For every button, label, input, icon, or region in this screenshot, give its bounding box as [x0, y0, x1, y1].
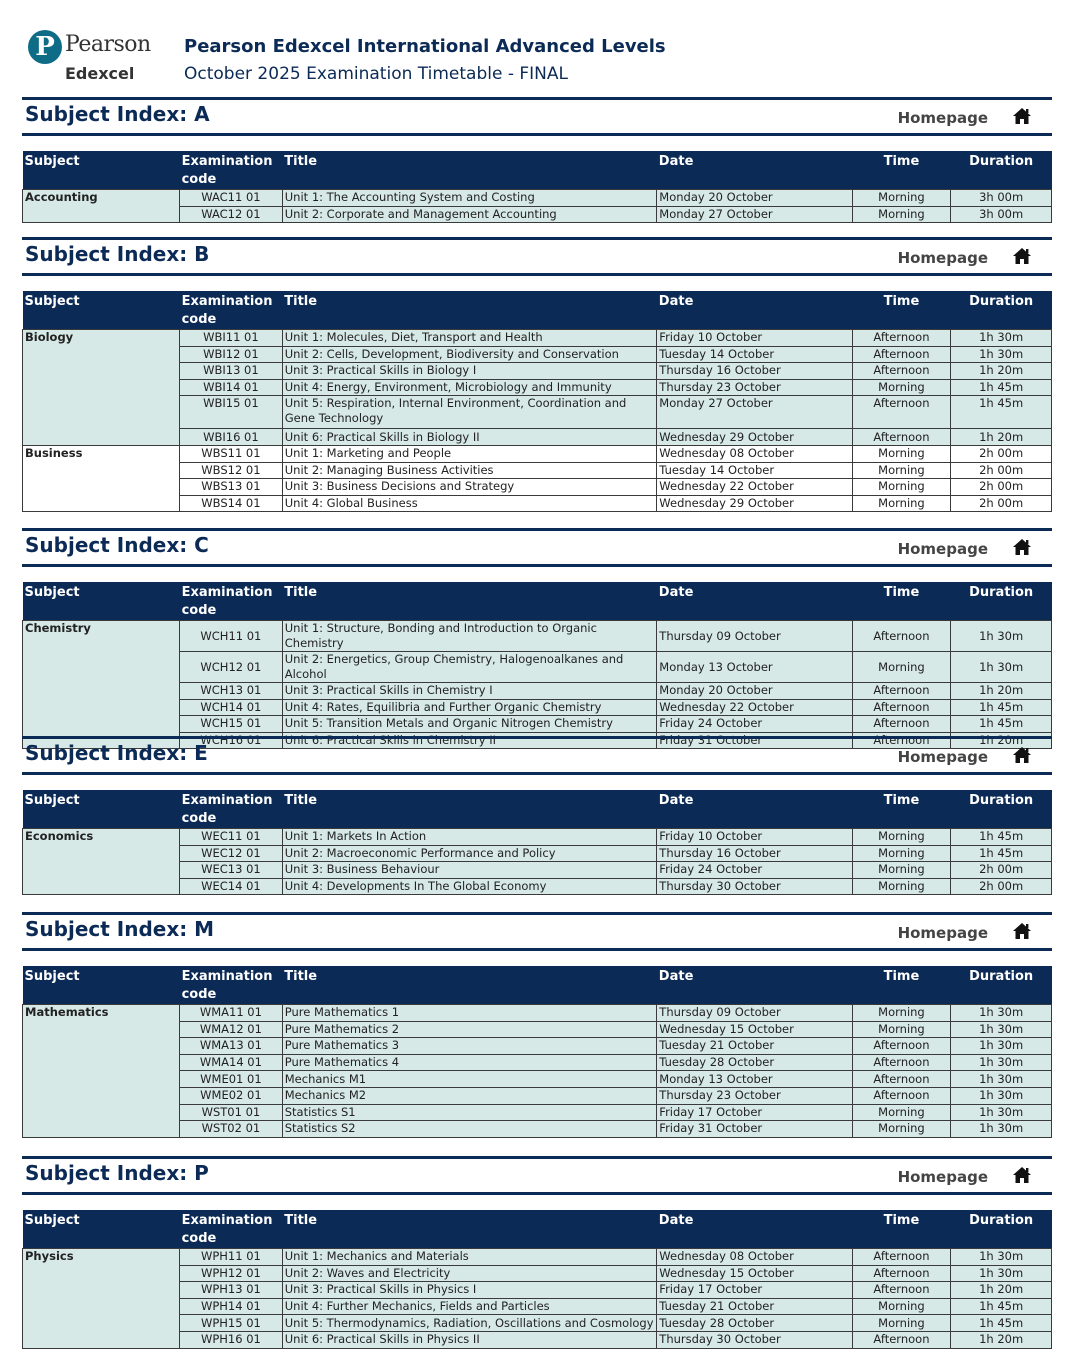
- section-heading-bar: [22, 237, 1052, 276]
- exam-time-cell: Morning: [852, 1298, 951, 1315]
- table-row: [23, 621, 1052, 652]
- exam-time-cell: Afternoon: [852, 429, 951, 446]
- table-header-row: [23, 1210, 1052, 1249]
- exam-duration-cell: 2h 00m: [951, 462, 1052, 479]
- column-header-date: Date: [657, 966, 852, 1005]
- exam-date-cell: Tuesday 21 October: [657, 1298, 852, 1315]
- exam-date-cell: Tuesday 14 October: [657, 462, 852, 479]
- column-header-date: Date: [657, 582, 852, 621]
- subject-index-section: [22, 97, 1052, 221]
- exam-time-cell: Morning: [852, 1021, 951, 1038]
- exam-duration-cell: 1h 30m: [951, 1021, 1052, 1038]
- exam-date-cell: Friday 31 October: [657, 1121, 852, 1138]
- exam-time-cell: Afternoon: [852, 396, 951, 429]
- homepage-link[interactable]: Homepage: [897, 748, 988, 766]
- exam-title-cell: Unit 4: Rates, Equilibria and Further Organic Chemistry: [282, 699, 657, 716]
- timetable-table: [22, 790, 1052, 895]
- exam-date-cell: Monday 13 October: [657, 1071, 852, 1088]
- exam-title-cell: Unit 2: Macroeconomic Performance and Policy: [282, 845, 657, 862]
- exam-title-cell: Unit 6: Practical Skills in Chemistry II: [282, 732, 657, 749]
- column-header-code: Examination code: [180, 291, 283, 330]
- subject-index-section: [22, 1156, 1052, 1347]
- exam-title-cell: Unit 4: Further Mechanics, Fields and Particles: [282, 1298, 657, 1315]
- column-header-duration: Duration: [951, 582, 1052, 621]
- exam-code-cell: WBI12 01: [180, 346, 283, 363]
- home-icon[interactable]: [1012, 746, 1032, 764]
- exam-time-cell: Morning: [852, 379, 951, 396]
- table-header-row: [23, 582, 1052, 621]
- subject-name-cell: Business: [23, 445, 180, 511]
- exam-time-cell: Morning: [852, 462, 951, 479]
- home-icon[interactable]: [1012, 538, 1032, 556]
- exam-date-cell: Friday 17 October: [657, 1104, 852, 1121]
- column-header-duration: Duration: [951, 1210, 1052, 1249]
- table-header-row: [23, 291, 1052, 330]
- section-heading: Subject Index: M: [25, 917, 215, 941]
- subject-name-cell: Accounting: [23, 190, 180, 223]
- section-heading: Subject Index: B: [25, 242, 210, 266]
- column-header-code: Examination code: [180, 1210, 283, 1249]
- column-header-title: Title: [282, 291, 657, 330]
- section-heading: Subject Index: A: [25, 102, 210, 126]
- exam-time-cell: Morning: [852, 862, 951, 879]
- table-row: [23, 1249, 1052, 1266]
- exam-time-cell: Morning: [852, 1121, 951, 1138]
- exam-time-cell: Afternoon: [852, 346, 951, 363]
- exam-code-cell: WBS13 01: [180, 479, 283, 496]
- exam-time-cell: Afternoon: [852, 1054, 951, 1071]
- exam-date-cell: Monday 20 October: [657, 683, 852, 700]
- exam-duration-cell: 2h 00m: [951, 445, 1052, 462]
- exam-duration-cell: 1h 30m: [951, 1104, 1052, 1121]
- column-header-date: Date: [657, 1210, 852, 1249]
- exam-code-cell: WPH15 01: [180, 1315, 283, 1332]
- exam-title-cell: Unit 4: Developments In The Global Economy: [282, 878, 657, 895]
- exam-title-cell: Unit 2: Energetics, Group Chemistry, Halogenoalkanes and Alcohol: [282, 652, 657, 683]
- exam-code-cell: WBS11 01: [180, 445, 283, 462]
- exam-date-cell: Wednesday 29 October: [657, 495, 852, 512]
- column-header-code: Examination code: [180, 582, 283, 621]
- column-header-subject: Subject: [23, 291, 180, 330]
- document-subtitle: October 2025 Examination Timetable - FINAL: [184, 64, 568, 84]
- column-header-subject: Subject: [23, 582, 180, 621]
- homepage-link[interactable]: Homepage: [897, 924, 988, 942]
- exam-date-cell: Tuesday 14 October: [657, 346, 852, 363]
- exam-duration-cell: 2h 00m: [951, 495, 1052, 512]
- exam-title-cell: Statistics S1: [282, 1104, 657, 1121]
- column-header-date: Date: [657, 151, 852, 190]
- column-header-duration: Duration: [951, 291, 1052, 330]
- column-header-subject: Subject: [23, 1210, 180, 1249]
- exam-time-cell: Afternoon: [852, 1331, 951, 1348]
- exam-time-cell: Afternoon: [852, 1265, 951, 1282]
- exam-code-cell: WCH16 01: [180, 732, 283, 749]
- column-header-title: Title: [282, 966, 657, 1005]
- exam-title-cell: Unit 2: Managing Business Activities: [282, 462, 657, 479]
- exam-time-cell: Morning: [852, 206, 951, 223]
- home-icon[interactable]: [1012, 107, 1032, 125]
- column-header-date: Date: [657, 790, 852, 829]
- exam-date-cell: Wednesday 15 October: [657, 1021, 852, 1038]
- section-heading: Subject Index: E: [25, 741, 208, 765]
- exam-title-cell: Unit 2: Waves and Electricity: [282, 1265, 657, 1282]
- exam-code-cell: WMA14 01: [180, 1054, 283, 1071]
- exam-code-cell: WBI16 01: [180, 429, 283, 446]
- exam-title-cell: Unit 3: Business Decisions and Strategy: [282, 479, 657, 496]
- exam-time-cell: Morning: [852, 1315, 951, 1332]
- exam-duration-cell: 1h 20m: [951, 1282, 1052, 1299]
- exam-code-cell: WCH14 01: [180, 699, 283, 716]
- exam-duration-cell: 3h 00m: [951, 190, 1052, 207]
- document-title: Pearson Edexcel International Advanced Levels: [184, 36, 666, 57]
- exam-code-cell: WST01 01: [180, 1104, 283, 1121]
- exam-duration-cell: 1h 20m: [951, 363, 1052, 380]
- exam-duration-cell: 1h 30m: [951, 1087, 1052, 1104]
- timetable-table: [22, 966, 1052, 1138]
- column-header-title: Title: [282, 582, 657, 621]
- exam-title-cell: Unit 5: Thermodynamics, Radiation, Oscillations and Cosmology: [282, 1315, 657, 1332]
- column-header-time: Time: [852, 151, 951, 190]
- column-header-code: Examination code: [180, 966, 283, 1005]
- logo-subtext: Edexcel: [65, 64, 135, 83]
- exam-title-cell: Unit 3: Practical Skills in Biology I: [282, 363, 657, 380]
- exam-code-cell: WAC12 01: [180, 206, 283, 223]
- subject-index-section: [22, 528, 1052, 748]
- exam-code-cell: WEC14 01: [180, 878, 283, 895]
- timetable-table: [22, 151, 1052, 223]
- home-icon[interactable]: [1012, 1166, 1032, 1184]
- exam-date-cell: Thursday 09 October: [657, 621, 852, 652]
- exam-time-cell: Afternoon: [852, 363, 951, 380]
- section-heading-bar: [22, 912, 1052, 951]
- exam-title-cell: Pure Mathematics 3: [282, 1038, 657, 1055]
- home-icon[interactable]: [1012, 247, 1032, 265]
- exam-title-cell: Unit 6: Practical Skills in Physics II: [282, 1331, 657, 1348]
- subject-name-cell: Mathematics: [23, 1005, 180, 1138]
- exam-date-cell: Wednesday 08 October: [657, 445, 852, 462]
- homepage-link[interactable]: Homepage: [897, 540, 988, 558]
- exam-title-cell: Unit 1: Structure, Bonding and Introduction to Organic Chemistry: [282, 621, 657, 652]
- subject-index-section: [22, 237, 1052, 511]
- exam-code-cell: WMA13 01: [180, 1038, 283, 1055]
- exam-duration-cell: 2h 00m: [951, 479, 1052, 496]
- exam-code-cell: WEC11 01: [180, 829, 283, 846]
- exam-time-cell: Morning: [852, 190, 951, 207]
- exam-code-cell: WPH14 01: [180, 1298, 283, 1315]
- section-heading-bar: [22, 97, 1052, 136]
- section-heading: Subject Index: C: [25, 533, 209, 557]
- table-row: [23, 829, 1052, 846]
- exam-title-cell: Pure Mathematics 4: [282, 1054, 657, 1071]
- column-header-title: Title: [282, 1210, 657, 1249]
- exam-title-cell: Unit 1: The Accounting System and Costing: [282, 190, 657, 207]
- table-row: [23, 330, 1052, 347]
- exam-date-cell: Thursday 30 October: [657, 1331, 852, 1348]
- exam-duration-cell: 1h 30m: [951, 1054, 1052, 1071]
- exam-code-cell: WMA11 01: [180, 1005, 283, 1022]
- section-heading-bar: [22, 1156, 1052, 1195]
- exam-time-cell: Afternoon: [852, 699, 951, 716]
- table-header-row: [23, 966, 1052, 1005]
- exam-time-cell: Afternoon: [852, 1282, 951, 1299]
- table-header-row: [23, 151, 1052, 190]
- exam-duration-cell: 3h 00m: [951, 206, 1052, 223]
- column-header-code: Examination code: [180, 790, 283, 829]
- exam-time-cell: Morning: [852, 1104, 951, 1121]
- exam-date-cell: Friday 31 October: [657, 732, 852, 749]
- exam-title-cell: Unit 5: Transition Metals and Organic Nitrogen Chemistry: [282, 716, 657, 733]
- column-header-subject: Subject: [23, 151, 180, 190]
- exam-code-cell: WPH13 01: [180, 1282, 283, 1299]
- exam-code-cell: WEC12 01: [180, 845, 283, 862]
- exam-date-cell: Friday 10 October: [657, 330, 852, 347]
- timetable-table: [22, 582, 1052, 749]
- exam-time-cell: Morning: [852, 829, 951, 846]
- exam-code-cell: WPH11 01: [180, 1249, 283, 1266]
- exam-code-cell: WPH16 01: [180, 1331, 283, 1348]
- exam-code-cell: WCH15 01: [180, 716, 283, 733]
- subject-name-cell: Chemistry: [23, 621, 180, 749]
- exam-code-cell: WBS12 01: [180, 462, 283, 479]
- exam-title-cell: Unit 5: Respiration, Internal Environment, Coordination and Gene Technology: [282, 396, 657, 429]
- exam-time-cell: Morning: [852, 845, 951, 862]
- table-row: [23, 190, 1052, 207]
- subject-name-cell: Physics: [23, 1249, 180, 1349]
- exam-time-cell: Afternoon: [852, 732, 951, 749]
- exam-date-cell: Wednesday 29 October: [657, 429, 852, 446]
- table-row: [23, 445, 1052, 462]
- subject-index-section: [22, 736, 1052, 894]
- exam-duration-cell: 1h 20m: [951, 683, 1052, 700]
- exam-title-cell: Unit 1: Mechanics and Materials: [282, 1249, 657, 1266]
- exam-date-cell: Tuesday 28 October: [657, 1054, 852, 1071]
- column-header-subject: Subject: [23, 966, 180, 1005]
- exam-time-cell: Afternoon: [852, 1249, 951, 1266]
- exam-duration-cell: 1h 20m: [951, 1331, 1052, 1348]
- exam-time-cell: Afternoon: [852, 1071, 951, 1088]
- exam-date-cell: Friday 17 October: [657, 1282, 852, 1299]
- home-icon[interactable]: [1012, 922, 1032, 940]
- exam-duration-cell: 2h 00m: [951, 862, 1052, 879]
- exam-code-cell: WME02 01: [180, 1087, 283, 1104]
- column-header-duration: Duration: [951, 151, 1052, 190]
- exam-code-cell: WEC13 01: [180, 862, 283, 879]
- section-heading-bar: [22, 528, 1052, 567]
- exam-title-cell: Mechanics M1: [282, 1071, 657, 1088]
- exam-time-cell: Afternoon: [852, 1038, 951, 1055]
- exam-duration-cell: 1h 30m: [951, 1265, 1052, 1282]
- exam-code-cell: WCH12 01: [180, 652, 283, 683]
- exam-duration-cell: 1h 45m: [951, 379, 1052, 396]
- column-header-code: Examination code: [180, 151, 283, 190]
- exam-duration-cell: 1h 30m: [951, 1071, 1052, 1088]
- exam-date-cell: Thursday 23 October: [657, 379, 852, 396]
- exam-date-cell: Monday 13 October: [657, 652, 852, 683]
- exam-time-cell: Afternoon: [852, 683, 951, 700]
- exam-duration-cell: 1h 30m: [951, 346, 1052, 363]
- exam-time-cell: Morning: [852, 445, 951, 462]
- exam-time-cell: Morning: [852, 495, 951, 512]
- exam-code-cell: WCH13 01: [180, 683, 283, 700]
- exam-duration-cell: 1h 30m: [951, 1038, 1052, 1055]
- exam-duration-cell: 1h 30m: [951, 621, 1052, 652]
- exam-time-cell: Morning: [852, 1005, 951, 1022]
- exam-date-cell: Friday 24 October: [657, 862, 852, 879]
- exam-duration-cell: 1h 45m: [951, 1315, 1052, 1332]
- exam-duration-cell: 1h 45m: [951, 716, 1052, 733]
- table-row: [23, 1005, 1052, 1022]
- exam-date-cell: Monday 27 October: [657, 396, 852, 429]
- exam-title-cell: Unit 6: Practical Skills in Biology II: [282, 429, 657, 446]
- exam-date-cell: Wednesday 15 October: [657, 1265, 852, 1282]
- exam-date-cell: Monday 27 October: [657, 206, 852, 223]
- exam-duration-cell: 1h 20m: [951, 732, 1052, 749]
- exam-code-cell: WMA12 01: [180, 1021, 283, 1038]
- exam-date-cell: Tuesday 28 October: [657, 1315, 852, 1332]
- exam-duration-cell: 1h 45m: [951, 845, 1052, 862]
- exam-code-cell: WBI11 01: [180, 330, 283, 347]
- exam-title-cell: Unit 3: Business Behaviour: [282, 862, 657, 879]
- homepage-link[interactable]: Homepage: [897, 249, 988, 267]
- exam-date-cell: Thursday 09 October: [657, 1005, 852, 1022]
- exam-time-cell: Afternoon: [852, 330, 951, 347]
- exam-date-cell: Wednesday 22 October: [657, 699, 852, 716]
- subject-name-cell: Economics: [23, 829, 180, 895]
- exam-duration-cell: 1h 30m: [951, 1249, 1052, 1266]
- exam-code-cell: WBS14 01: [180, 495, 283, 512]
- exam-title-cell: Statistics S2: [282, 1121, 657, 1138]
- exam-code-cell: WME01 01: [180, 1071, 283, 1088]
- exam-duration-cell: 1h 45m: [951, 396, 1052, 429]
- exam-title-cell: Unit 3: Practical Skills in Chemistry I: [282, 683, 657, 700]
- exam-code-cell: WBI14 01: [180, 379, 283, 396]
- exam-title-cell: Unit 2: Corporate and Management Accounting: [282, 206, 657, 223]
- exam-time-cell: Afternoon: [852, 716, 951, 733]
- column-header-time: Time: [852, 966, 951, 1005]
- column-header-duration: Duration: [951, 790, 1052, 829]
- timetable-table: [22, 291, 1052, 512]
- column-header-time: Time: [852, 582, 951, 621]
- exam-title-cell: Unit 4: Global Business: [282, 495, 657, 512]
- column-header-duration: Duration: [951, 966, 1052, 1005]
- homepage-link[interactable]: Homepage: [897, 109, 988, 127]
- exam-duration-cell: 1h 30m: [951, 330, 1052, 347]
- exam-date-cell: Thursday 16 October: [657, 845, 852, 862]
- section-heading-bar: [22, 736, 1052, 775]
- column-header-date: Date: [657, 291, 852, 330]
- logo-wordmark: Pearson: [65, 32, 151, 57]
- exam-title-cell: Unit 1: Marketing and People: [282, 445, 657, 462]
- exam-duration-cell: 1h 30m: [951, 1121, 1052, 1138]
- exam-date-cell: Friday 10 October: [657, 829, 852, 846]
- exam-duration-cell: 2h 00m: [951, 878, 1052, 895]
- exam-title-cell: Unit 1: Markets In Action: [282, 829, 657, 846]
- exam-duration-cell: 1h 20m: [951, 429, 1052, 446]
- exam-title-cell: Unit 1: Molecules, Diet, Transport and Health: [282, 330, 657, 347]
- pearson-logo: [28, 30, 158, 86]
- exam-code-cell: WBI13 01: [180, 363, 283, 380]
- exam-code-cell: WCH11 01: [180, 621, 283, 652]
- exam-title-cell: Mechanics M2: [282, 1087, 657, 1104]
- exam-title-cell: Pure Mathematics 1: [282, 1005, 657, 1022]
- exam-time-cell: Afternoon: [852, 621, 951, 652]
- exam-time-cell: Morning: [852, 878, 951, 895]
- exam-title-cell: Unit 3: Practical Skills in Physics I: [282, 1282, 657, 1299]
- table-header-row: [23, 790, 1052, 829]
- timetable-table: [22, 1210, 1052, 1349]
- exam-time-cell: Afternoon: [852, 1087, 951, 1104]
- section-heading: Subject Index: P: [25, 1161, 209, 1185]
- column-header-subject: Subject: [23, 790, 180, 829]
- column-header-time: Time: [852, 291, 951, 330]
- pearson-p-icon: P: [28, 30, 62, 64]
- exam-title-cell: Unit 4: Energy, Environment, Microbiology and Immunity: [282, 379, 657, 396]
- exam-date-cell: Friday 24 October: [657, 716, 852, 733]
- exam-duration-cell: 1h 45m: [951, 829, 1052, 846]
- exam-duration-cell: 1h 30m: [951, 652, 1052, 683]
- homepage-link[interactable]: Homepage: [897, 1168, 988, 1186]
- exam-duration-cell: 1h 45m: [951, 1298, 1052, 1315]
- exam-date-cell: Thursday 30 October: [657, 878, 852, 895]
- exam-code-cell: WST02 01: [180, 1121, 283, 1138]
- exam-date-cell: Tuesday 21 October: [657, 1038, 852, 1055]
- exam-date-cell: Thursday 23 October: [657, 1087, 852, 1104]
- exam-title-cell: Unit 2: Cells, Development, Biodiversity and Conservation: [282, 346, 657, 363]
- exam-date-cell: Monday 20 October: [657, 190, 852, 207]
- subject-name-cell: Biology: [23, 330, 180, 446]
- column-header-title: Title: [282, 151, 657, 190]
- exam-date-cell: Wednesday 08 October: [657, 1249, 852, 1266]
- column-header-time: Time: [852, 790, 951, 829]
- exam-code-cell: WBI15 01: [180, 396, 283, 429]
- exam-time-cell: Morning: [852, 652, 951, 683]
- column-header-time: Time: [852, 1210, 951, 1249]
- exam-duration-cell: 1h 45m: [951, 699, 1052, 716]
- column-header-title: Title: [282, 790, 657, 829]
- exam-title-cell: Pure Mathematics 2: [282, 1021, 657, 1038]
- subject-index-section: [22, 912, 1052, 1136]
- exam-code-cell: WPH12 01: [180, 1265, 283, 1282]
- exam-date-cell: Wednesday 22 October: [657, 479, 852, 496]
- exam-code-cell: WAC11 01: [180, 190, 283, 207]
- exam-duration-cell: 1h 30m: [951, 1005, 1052, 1022]
- exam-time-cell: Morning: [852, 479, 951, 496]
- exam-date-cell: Thursday 16 October: [657, 363, 852, 380]
- page-header: [0, 0, 1080, 95]
